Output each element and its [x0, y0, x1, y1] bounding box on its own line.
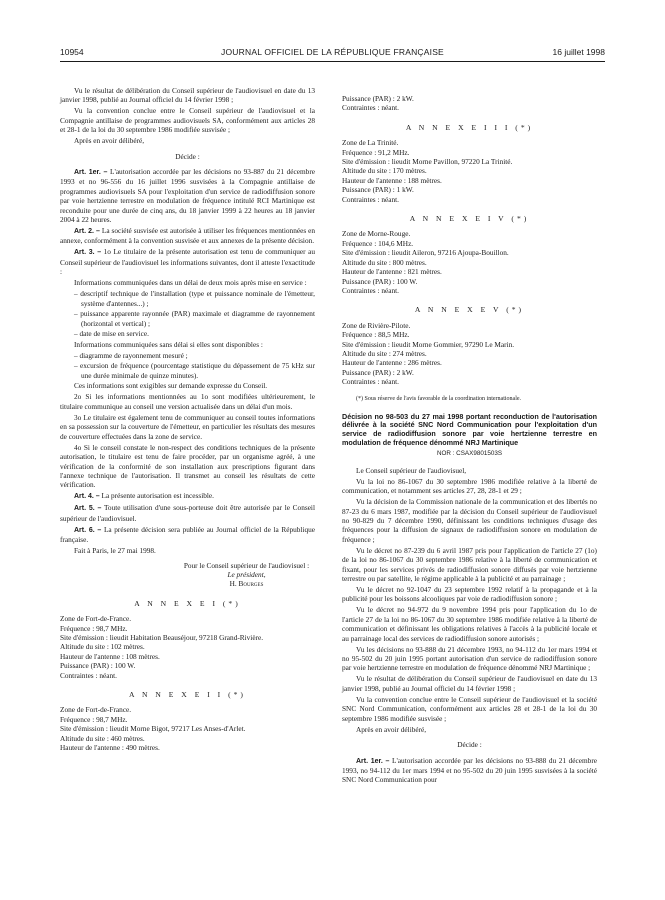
- list-item: – date de mise en service.: [74, 329, 149, 339]
- article-text: 1o Le titulaire de la présente autorisation est tenu de communiquer au Conseil supérieur de l'audiovisuel les informations suivantes, dont il atteste l'exactitude :: [60, 247, 315, 277]
- article-6: [60, 525, 315, 545]
- paragraph: Vu la loi no 86-1067 du 30 septembre 1986 modifiée relative à la liberté de communication, et notamment ses articles 27, 28, 28-1 et 29 ;: [342, 476, 597, 496]
- footnote: (*) Sous réserve de l'avis favorable de la coordination internationale.: [356, 395, 522, 402]
- annex-line: Contraintes : néant.: [342, 103, 399, 113]
- article-1: [342, 756, 597, 785]
- left-column: [60, 86, 315, 752]
- paragraph: Vu les décisions no 93-888 du 21 décembre 1993, no 94-112 du 1er mars 1994 et no 95-502 du 20 juin 1995 portant autorisation d'un service de radiodiffusion sonore par voie hertzienne terrestre en modulation de fréquence dénommé NRJ Martinique ;: [342, 644, 597, 673]
- annex-line: Altitude du site : 460 mètres.: [60, 733, 145, 743]
- paragraph: Vu la convention conclue entre le Conseil supérieur de l'audiovisuel et la Compagnie antillaise de programmes audiovisuels SA, conformément aux articles 28 et 28-1 de la loi du 30 septembre 1986 modifiée susvisée ;: [60, 106, 315, 135]
- paragraph: Informations communiquées dans un délai de deux mois après mise en service :: [74, 278, 307, 288]
- paragraph: Informations communiquées sans délai si elles sont disponibles :: [74, 339, 263, 349]
- article-label: Art. 6. –: [74, 526, 102, 534]
- annex-line: Fréquence : 88,5 MHz.: [342, 330, 410, 340]
- annex-title: A N N E X E I I (*): [129, 690, 246, 699]
- decision-title: Décision no 98-503 du 27 mai 1998 portant reconduction de l'autorisation délivrée à la société SNC Nord Communication pour l'exploitation d'un service de radiodiffusion sonore par voie hertzienne terrestre en modulation de fréquence dénommé NRJ Martinique: [342, 411, 597, 447]
- annex-title: A N N E X E I (*): [134, 598, 241, 608]
- article-label: Art. 3. –: [74, 249, 102, 257]
- annex-line: Zone de Morne-Rouge.: [342, 229, 411, 239]
- annex-line: Puissance (PAR) : 100 W.: [60, 661, 136, 671]
- article-label: Art. 1er. –: [74, 169, 108, 177]
- article-label: Art. 1er. –: [356, 757, 390, 765]
- annex-line: Contraintes : néant.: [342, 194, 399, 204]
- signature-line: Pour le Conseil supérieur de l'audiovisuel :: [183, 560, 310, 570]
- annex-line: Puissance (PAR) : 2 kW.: [342, 367, 414, 377]
- paragraph: Ces informations sont exigibles sur demande expresse du Conseil.: [74, 381, 268, 391]
- paragraph: 4o Si le conseil constate le non-respect des conditions techniques de la présente autorisation, le titulaire est tenu de faire procéder, par un organisme agréé, à une vérification de la conformité de son installation aux prescriptions figurant dans l'annexe technique de l'autorisation. Il transmet au conseil les résultats de cette vérification.: [60, 442, 315, 490]
- list-item: – puissance apparente rayonnée (PAR) maximale et diagramme de rayonnement (horizontal et vertical) ;: [74, 309, 315, 328]
- article-label: Art. 5. –: [74, 505, 102, 513]
- paragraph: Vu le décret no 94-972 du 9 novembre 1994 pris pour l'application du 1o de l'article 27 de la loi no 86-1067 du 30 septembre 1986 modifiée relative à la liberté de communication et définissant les obligations relatives à l'accès à la publicité locale et au parrainage local des services de radiodiffusion sonore autorisés ;: [342, 605, 597, 643]
- paragraph: Après en avoir délibéré,: [356, 724, 427, 734]
- annex-line: Zone de Fort-de-France.: [60, 705, 132, 715]
- article-text: La société susvisée est autorisée à utiliser les fréquences mentionnées en annexe, conformément à la convention susvisée et aux annexes de la présente décision.: [60, 226, 315, 246]
- signatory-name: H. Bourges: [229, 579, 264, 589]
- header-rule: [60, 61, 605, 62]
- annex-line: Contraintes : néant.: [60, 670, 117, 680]
- article-label: Art. 4. –: [74, 493, 100, 501]
- article-1: [60, 167, 315, 224]
- annex-line: Site d'émission : lieudit Habitation Beauséjour, 97218 Grand-Rivière.: [60, 632, 264, 642]
- nor-reference: NOR : CSAX9801503S: [436, 450, 503, 458]
- article-text: L'autorisation accordée par les décisions no 93-887 du 21 décembre 1993 et no 96-556 du 16 juillet 1996 susvisées à la Compagnie antillaise de programmes audiovisuels SA pour l'exploitation d'un service de radiodiffusion sonore par voie hertzienne terrestre en modulation de fréquence intitulé RCI Martinique est reconduite pour une durée de cinq ans, du 18 janvier 1999 à 22 heures au 18 janvier 2004 à 22 heures.: [60, 167, 315, 225]
- right-column: [342, 94, 597, 786]
- annex-line: Zone de La Trinité.: [342, 138, 399, 148]
- article-4: [60, 491, 315, 501]
- annex-line: Site d'émission : lieudit Aileron, 97216 Ajoupa-Bouillon.: [342, 248, 509, 258]
- paragraph: Vu le résultat de délibération du Conseil supérieur de l'audiovisuel en date du 13 janvier 1998, publié au Journal officiel du 14 février 1998 ;: [342, 674, 597, 693]
- article-label: Art. 2. –: [74, 228, 100, 236]
- annex-line: Hauteur de l'antenne : 490 mètres.: [60, 743, 160, 753]
- annex-line: Hauteur de l'antenne : 286 mètres.: [342, 358, 442, 368]
- paragraph: 3o Le titulaire est également tenu de communiquer au conseil toutes informations en sa possession sur la couverture de l'émetteur, en particulier les résultats des mesures de couverture effectuées dans la zone de service.: [60, 412, 315, 441]
- decide-heading: Décide :: [175, 151, 200, 161]
- annex-line: Site d'émission : lieudit Morne Bigot, 97217 Les Anses-d'Arlet.: [60, 724, 246, 734]
- annex-line: Altitude du site : 800 mètres.: [342, 257, 427, 267]
- article-2: [60, 226, 315, 246]
- list-item: – excursion de fréquence (pourcentage statistique du dépassement de 75 kHz sur une durée minimale de quinze minutes).: [74, 361, 315, 380]
- annex-title: A N N E X E V (*): [414, 305, 525, 315]
- paragraph: Le Conseil supérieur de l'audiovisuel,: [356, 465, 467, 475]
- paragraph: Vu la décision de la Commission nationale de la communication et des libertés no 87-23 du 6 mars 1987, modifiée par la décision du Conseil supérieur de l'audiovisuel no 90-829 du 7 décembre 1990, définissant les conditions techniques d'usage des fréquences pour la diffusion de signaux de radiodiffusion sonore en modulation de fréquence ;: [342, 497, 597, 544]
- signature-block: [178, 561, 315, 589]
- annex-line: Puissance (PAR) : 2 kW.: [342, 94, 414, 103]
- annex-line: Zone de Fort-de-France.: [60, 614, 132, 624]
- annex-line: Fréquence : 104,6 MHz.: [342, 238, 414, 248]
- annex-line: Fréquence : 98,7 MHz.: [60, 623, 128, 633]
- annex-line: Contraintes : néant.: [342, 377, 399, 387]
- paragraph: Après en avoir délibéré,: [74, 136, 145, 146]
- article-text: Toute utilisation d'une sous-porteuse doit être autorisée par le Conseil supérieur de l'audiovisuel.: [60, 503, 315, 523]
- annex-line: Hauteur de l'antenne : 108 mètres.: [60, 651, 160, 661]
- signatory-title: Le président,: [227, 569, 266, 579]
- done-at: Fait à Paris, le 27 mai 1998.: [74, 546, 156, 556]
- annex-line: Site d'émission : lieudit Morne Gommier, 97290 Le Marin.: [342, 339, 515, 349]
- page-header: [60, 46, 605, 58]
- list-item: – descriptif technique de l'installation (type et puissance nominale de l'émetteur, système d'antennes...) ;: [74, 289, 315, 308]
- annex-line: Altitude du site : 170 mètres.: [342, 166, 427, 176]
- annex-line: Fréquence : 98,7 MHz.: [60, 714, 128, 724]
- annex-title: A N N E X E I V (*): [409, 214, 530, 224]
- annex-title: A N N E X E I I I (*): [405, 122, 534, 132]
- article-text: La présente autorisation est incessible.: [101, 491, 214, 501]
- list-item: – diagramme de rayonnement mesuré ;: [74, 350, 188, 360]
- annex-line: Hauteur de l'antenne : 188 mètres.: [342, 175, 442, 185]
- issue-date: 16 juillet 1998: [552, 47, 605, 57]
- article-text: La présente décision sera publiée au Journal officiel de la République française.: [60, 524, 315, 545]
- annex-line: Altitude du site : 274 mètres.: [342, 348, 427, 358]
- annex-line: Contraintes : néant.: [342, 285, 399, 295]
- annex-line: Puissance (PAR) : 1 kW.: [342, 185, 414, 195]
- decide-heading: Décide :: [457, 740, 482, 750]
- page-number: 10954: [60, 47, 84, 57]
- article-text: L'autorisation accordée par les décisions no 93-888 du 21 décembre 1993, no 94-112 du 1er mars 1994 et no 95-502 du 20 juin 1995 susvisées à la société SNC Nord Communication pour: [342, 755, 597, 785]
- annex-line: Hauteur de l'antenne : 821 mètres.: [342, 267, 442, 277]
- paragraph: Vu le décret no 87-239 du 6 avril 1987 pris pour l'application de l'article 27 (1o) de la loi no 86-1067 du 30 septembre 1986 relative à la liberté de communication et fixant, pour les services privés de radiodiffusion sonore diffusés par voie hertzienne terrestre ou par satellite, le régime applicable à la publicité et au parrainage ;: [342, 545, 597, 584]
- paragraph: 2o Si les informations mentionnées au 1o sont modifiées ultérieurement, le titulaire communique au conseil une version actualisée dans un délai d'un mois.: [60, 392, 315, 411]
- paragraph: Vu le résultat de délibération du Conseil supérieur de l'audiovisuel en date du 13 janvier 1998, publié au Journal officiel du 14 février 1998 ;: [60, 86, 315, 105]
- paragraph: Vu le décret no 92-1047 du 23 septembre 1992 relatif à la propagande et à la publicité pour les boissons alcooliques par voie de radiodiffusion sonore ;: [342, 585, 597, 604]
- annex-line: Altitude du site : 102 mètres.: [60, 642, 145, 652]
- annex-line: Zone de Rivière-Pilote.: [342, 320, 411, 330]
- annex-line: Site d'émission : lieudit Morne Pavillon, 97220 La Trinité.: [342, 157, 513, 167]
- article-3: [60, 247, 315, 276]
- annex-line: Puissance (PAR) : 100 W.: [342, 276, 418, 286]
- paragraph: Vu la convention conclue entre le Conseil supérieur de l'audiovisuel et la société SNC Nord Communication, conformément aux articles 28 et 28-1 de la loi du 30 septembre 1986 modifiée susvisée ;: [342, 694, 597, 723]
- journal-title: JOURNAL OFFICIEL DE LA RÉPUBLIQUE FRANÇAISE: [221, 47, 444, 57]
- article-5: [60, 503, 315, 523]
- annex-line: Fréquence : 91,2 MHz.: [342, 147, 410, 157]
